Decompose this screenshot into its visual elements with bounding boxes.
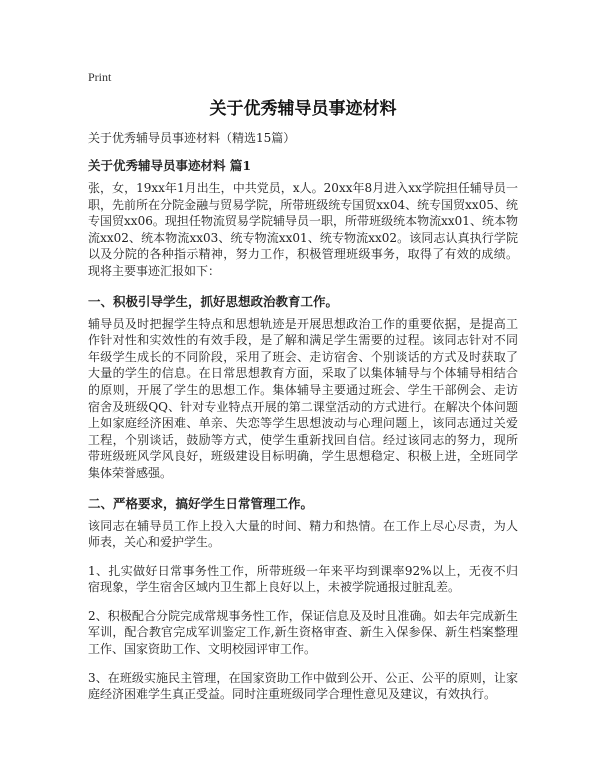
intro-paragraph: 张，女，19xx年1月出生，中共党员，x人。20xx年8月进入xx学院担任辅导员一职，先前所在分院金融与贸易学院，所带班级统专国贸xx04、统专国贸xx05、统专国贸xx06。现担任物流贸易学院辅导员一职，所带班级统本物流xx01、统本物流xx02、统本物流xx03、统专物流xx01、统专物流xx02。该同志认真执行学院以及分院的各种指示精神，努力工作，积极管理班级事务，取得了有效的成绩。现将主要事迹汇报如下： [88, 181, 518, 278]
document-title: 关于优秀辅导员事迹材料 [209, 99, 397, 119]
section-1-heading: 一、积极引导学生，抓好思想政治教育工作。 [88, 293, 339, 309]
section-2-intro-paragraph: 该同志在辅导员工作上投入大量的时间、精力和热情。在工作上尽心尽责，为人师表，关心和爱护学生。 [88, 518, 518, 550]
section-2-heading: 二、严格要求，搞好学生日常管理工作。 [88, 495, 314, 511]
list-item-1: 1、扎实做好日常事务性工作，所带班级一年来平均到课率92%以上，无夜不归宿现象，学生宿舍区域内卫生都上良好以上，未被学院通报过脏乱差。 [88, 563, 518, 595]
list-item-2: 2、积极配合分院完成常规事务性工作，保证信息及及时且准确。如去年完成新生军训，配合教官完成军训鉴定工作,新生资格审查、新生入保参保、新生档案整理工作、国家资助工作、文明校园评审工作。 [88, 608, 518, 657]
print-label: Print [88, 70, 112, 84]
article-heading: 关于优秀辅导员事迹材料 篇1 [88, 158, 252, 173]
document-subtitle: 关于优秀辅导员事迹材料（精选15篇） [88, 131, 296, 145]
section-1-paragraph: 辅导员及时把握学生特点和思想轨迹是开展思想政治工作的重要依据，是提高工作针对性和实效性的有效手段，是了解和满足学生需要的过程。该同志针对不同年级学生成长的不同阶段，采用了班会、走访宿舍、个别谈话的方式及时获取了大量的学生的信息。在日常思想教育方面，采取了以集体辅导与个体辅导相结合的原则，开展了学生的思想工作。集体辅导主要通过班会、学生干部例会、走访宿舍及班级QQ、针对专业特点开展的第二课堂活动的方式进行。在解决个体问题上如家庭经济困难、单亲、失恋等学生思想波动与心理问题上，该同志通过关爱工程，个别谈话，鼓励等方式，使学生重新找回自信。经过该同志的努力，现所带班级班风学风良好，班级建设目标明确，学生思想稳定、积极上进，全班同学集体荣誉感强。 [88, 316, 518, 480]
document-page [88, 70, 518, 715]
list-item-3: 3、在班级实施民主管理，在国家资助工作中做到公开、公正、公平的原则，让家庭经济困难学生真正受益。同时注重班级同学合理性意见及建议，有效执行。 [88, 670, 518, 702]
